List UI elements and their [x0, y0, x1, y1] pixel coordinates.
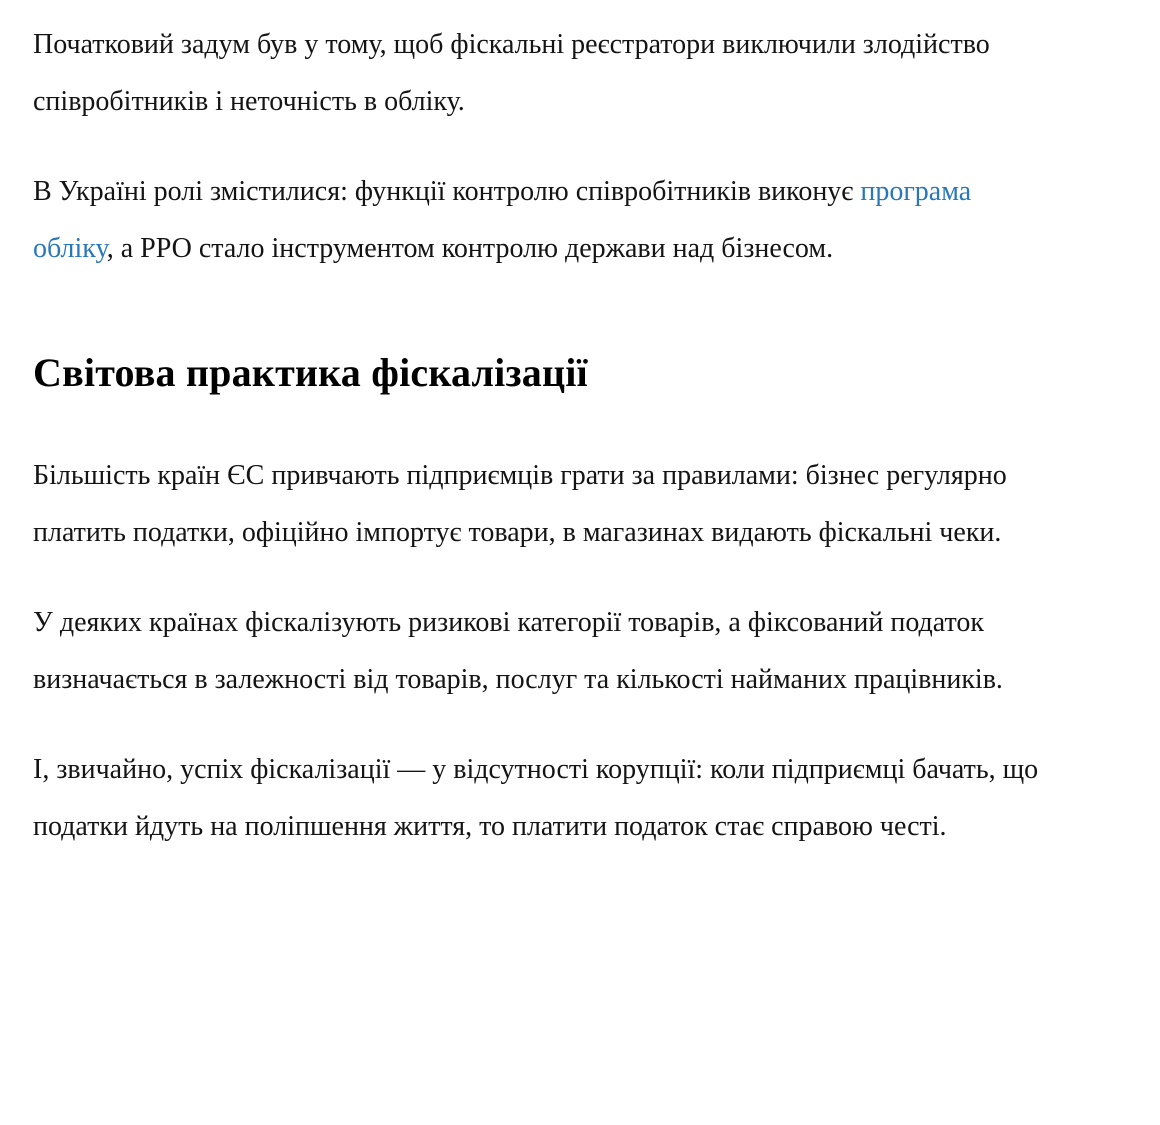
- section-heading-world-practice: Світова практика фіскалізації: [33, 350, 588, 395]
- paragraph-text-after-link: , а РРО стало інструментом контролю держави над бізнесом.: [106, 233, 834, 264]
- link-programa-obliku[interactable]: програма обліку: [33, 176, 972, 264]
- paragraph-text-before-link: В Україні ролі змістилися: функції контролю співробітників виконує: [33, 176, 861, 207]
- paragraph-corruption: І, звичайно, успіх фіскалізації — у відсутності корупції: коли підприємці бачать, що податки йдуть на поліпшення життя, то платити податок стає справою честі.: [33, 754, 1039, 842]
- paragraph-intro: Початковий задум був у тому, щоб фіскальні реєстратори виключили злодійство співробітників і неточність в обліку.: [33, 29, 990, 117]
- paragraph-ukraine-roles: [33, 163, 1043, 277]
- paragraph-risk-categories: У деяких країнах фіскалізують ризикові категорії товарів, а фіксований податок визначається в залежності від товарів, послуг та кількості найманих працівників.: [33, 607, 1003, 695]
- paragraph-eu-practice: Більшість країн ЄС привчають підприємців грати за правилами: бізнес регулярно платить податки, офіційно імпортує товари, в магазинах видають фіскальні чеки.: [33, 460, 1007, 548]
